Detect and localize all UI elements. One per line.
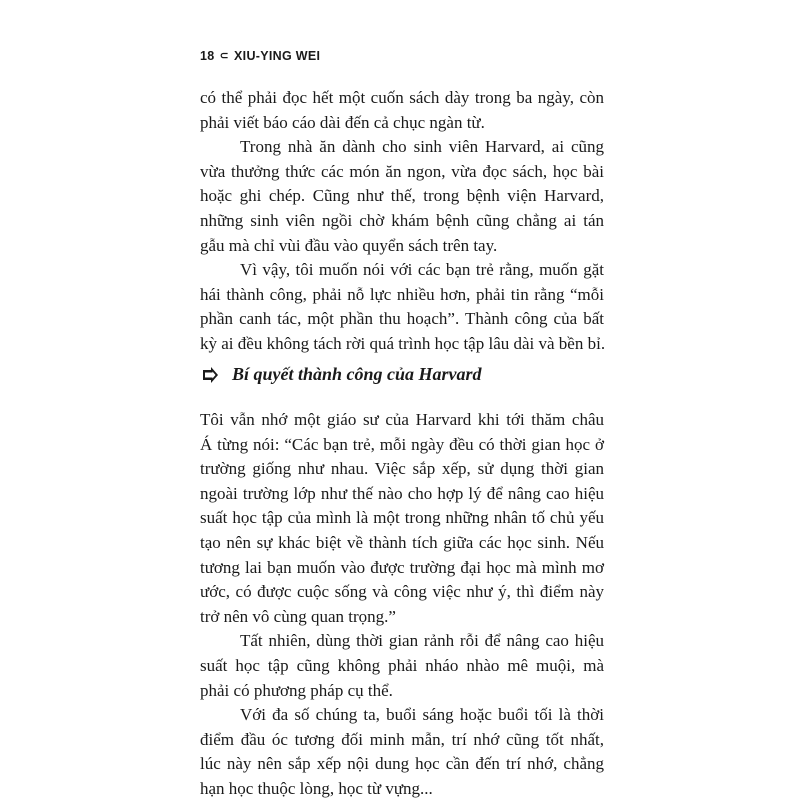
text-line: trở nên vô cùng quan trọng.” [200, 606, 396, 626]
section-heading [200, 364, 482, 385]
paragraph [200, 135, 604, 258]
text-line: hoặc ghi chép. Cũng như thế, trong bệnh viện Harvard, [200, 186, 604, 206]
text-line: hái thành công, phải nỗ lực nhiều hơn, phải tin rằng “mỗi [200, 284, 604, 304]
text-line: điểm đầu óc tương đối minh mẫn, trí nhớ cũng tốt nhất, [200, 729, 604, 749]
section-a-text [200, 86, 604, 357]
text-line: Với đa số chúng ta, buổi sáng hoặc buổi tối là thời [240, 705, 604, 725]
text-line: ngoài trường lớp như thế nào cho hợp lý để nâng cao hiệu [200, 483, 604, 503]
paragraph [200, 86, 604, 135]
paragraph [200, 258, 604, 356]
text-line: Vì vậy, tôi muốn nói với các bạn trẻ rằng, muốn gặt [240, 260, 604, 280]
text-line: trường giống như nhau. Việc sắp xếp, sử dụng thời gian [200, 459, 604, 479]
text-line: vừa thưởng thức các món ăn ngon, vừa đọc sách, học bài [200, 161, 604, 181]
text-line: tạo nên sự khác biệt về thành tích giữa các học sinh. Nếu [200, 532, 604, 552]
text-line: ước, có được cuộc sống và công việc như ý, thì điểm này [200, 582, 604, 602]
text-line: Tôi vẫn nhớ một giáo sư của Harvard khi tới thăm châu [200, 410, 604, 429]
text-line: Á từng nói: “Các bạn trẻ, mỗi ngày đều có thời gian học ở [200, 434, 604, 454]
text-line: gẫu mà chỉ vùi đầu vào quyển sách trên tay. [200, 235, 498, 255]
author-name: XIU-YING WEI [234, 49, 321, 63]
running-header [200, 49, 320, 63]
text-line: hạn học thuộc lòng, học từ vựng... [200, 778, 433, 798]
paragraph [200, 408, 604, 629]
paragraph [200, 703, 604, 801]
arrow-right-icon [200, 367, 220, 383]
page-number: 18 [200, 49, 215, 63]
text-line: những sinh viên ngồi chờ khám bệnh cũng chẳng ai tán [200, 210, 604, 230]
text-line: Trong nhà ăn dành cho sinh viên Harvard, ai cũng [240, 137, 604, 157]
header-separator-icon: ⊂ [219, 49, 230, 62]
text-line: lúc này nên sắp xếp nội dung học cần đến trí nhớ, chẳng [200, 754, 604, 774]
text-line: kỳ ai đều không tách rời quá trình học tập lâu dài và bền bỉ. [200, 333, 606, 353]
text-line: có thể phải đọc hết một cuốn sách dày trong ba ngày, còn [200, 88, 604, 107]
text-line: phần canh tác, một phần thu hoạch”. Thành công của bất [200, 309, 604, 329]
text-line: phải có phương pháp cụ thể. [200, 680, 393, 700]
section-b-text [200, 408, 604, 802]
text-line: suất học tập của mình là một trong những nhân tố chủ yếu [200, 508, 604, 528]
paragraph [200, 629, 604, 703]
text-line: tương lai bạn muốn vào được trường đại học mà mình mơ [200, 557, 604, 577]
text-line: phải viết báo cáo dài đến cả chục ngàn từ. [200, 112, 485, 132]
section-title: Bí quyết thành công của Harvard [232, 364, 482, 384]
text-line: Tất nhiên, dùng thời gian rảnh rỗi để nâng cao hiệu [240, 631, 604, 651]
text-line: suất học tập cũng không phải nháo nhào mê muội, mà [200, 655, 604, 675]
